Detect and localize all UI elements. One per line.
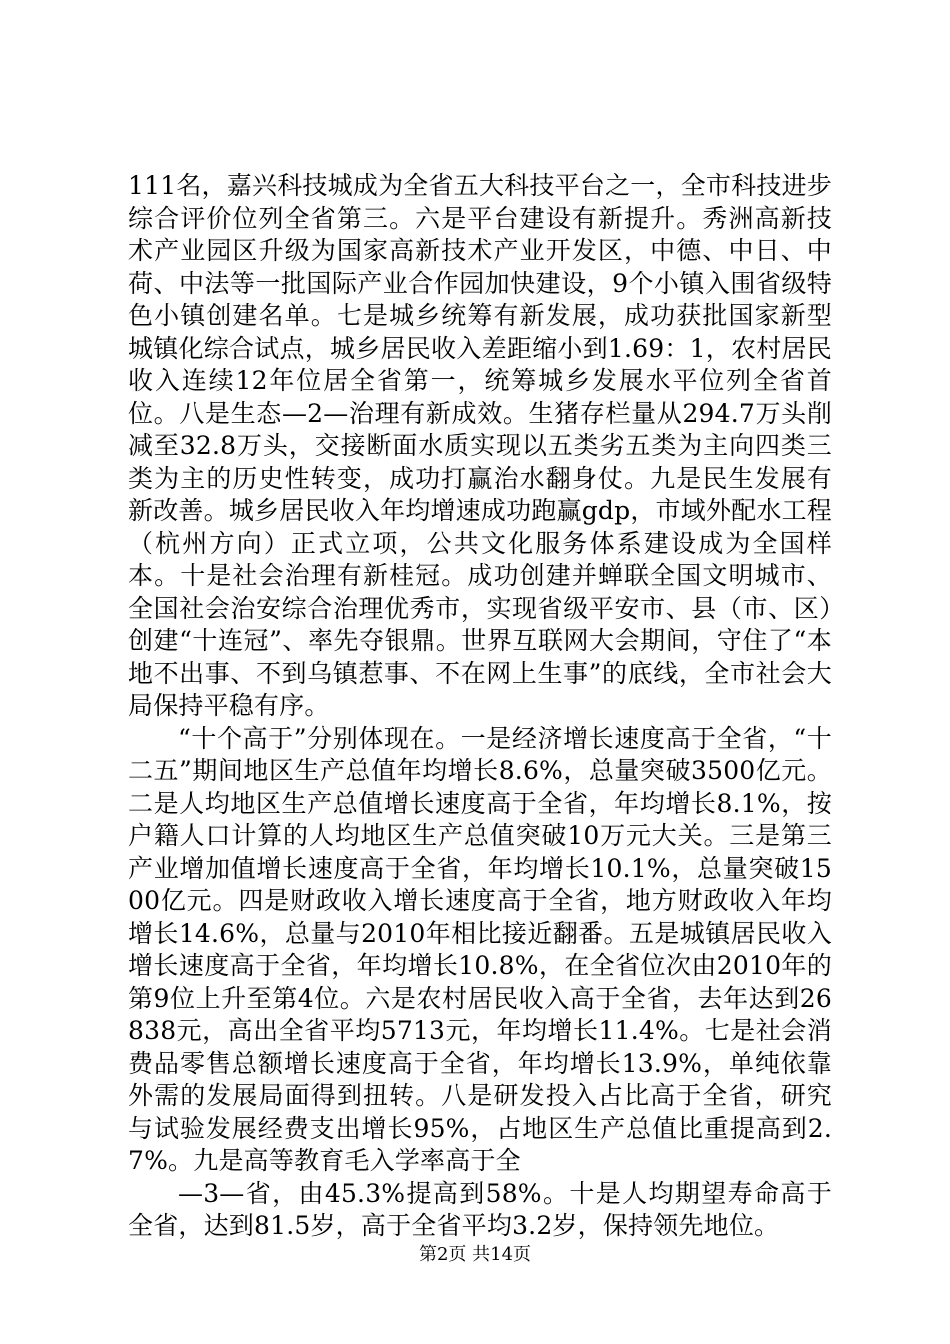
- paragraph-3: —3—省，由45.3%提高到58%。十是人均期望寿命高于全省，达到81.5岁，高于全省平均3.2岁，保持领先地位。: [128, 1178, 832, 1240]
- paragraph-1: 111名，嘉兴科技城成为全省五大科技平台之一，全市科技进步综合评价位列全省第三。六是平台建设有新提升。秀洲高新技术产业园区升级为国家高新技术产业开发区，中德、中日、中荷、中法等一批国际产业合作园加快建设，9个小镇入围省级特色小镇创建名单。七是城乡统筹有新发展，成功获批国家新型城镇化综合试点，城乡居民收入差距缩小到1.69：1，农村居民收入连续12年位居全省第一，统筹城乡发展水平位列全省首位。八是生态—2—治理有新成效。生猪存栏量从294.7万头削减至32.8万头，交接断面水质实现以五类劣五类为主向四类三类为主的历史性转变，成功打赢治水翻身仗。九是民生发展有新改善。城乡居民收入年均增速成功跑赢gdp，市域外配水工程（杭州方向）正式立项，公共文化服务体系建设成为全国样本。十是社会治理有新桂冠。成功创建并蝉联全国文明城市、全国社会治安综合治理优秀市，实现省级平安市、县（市、区）创建“十连冠”、率先夺银鼎。世界互联网大会期间，守住了“本地不出事、不到乌镇惹事、不在网上生事”的底线，全市社会大局保持平稳有序。: [128, 171, 832, 720]
- document-body: [128, 170, 832, 1243]
- paragraph-2: “十个高于”分别体现在。一是经济增长速度高于全省，“十二五”期间地区生产总值年均增长8.6%，总量突破3500亿元。二是人均地区生产总值增长速度高于全省，年均增长8.1%，按户籍人口计算的人均地区生产总值突破10万元大关。三是第三产业增加值增长速度高于全省，年均增长10.1%，总量突破1500亿元。四是财政收入增长速度高于全省，地方财政收入年均增长14.6%，总量与2010年相比接近翻番。五是城镇居民收入增长速度高于全省，年均增长10.8%，在全省位次由2010年的第9位上升至第4位。六是农村居民收入高于全省，去年达到26838元，高出全省平均5713元，年均增长11.4%。七是社会消费品零售总额增长速度高于全省，年均增长13.9%，单纯依靠外需的发展局面得到扭转。八是研发投入占比高于全省，研究与试验发展经费支出增长95%，占地区生产总值比重提高到2.7%。九是高等教育毛入学率高于全: [128, 723, 832, 1175]
- page-footer: 第2页 共14页: [418, 1244, 532, 1265]
